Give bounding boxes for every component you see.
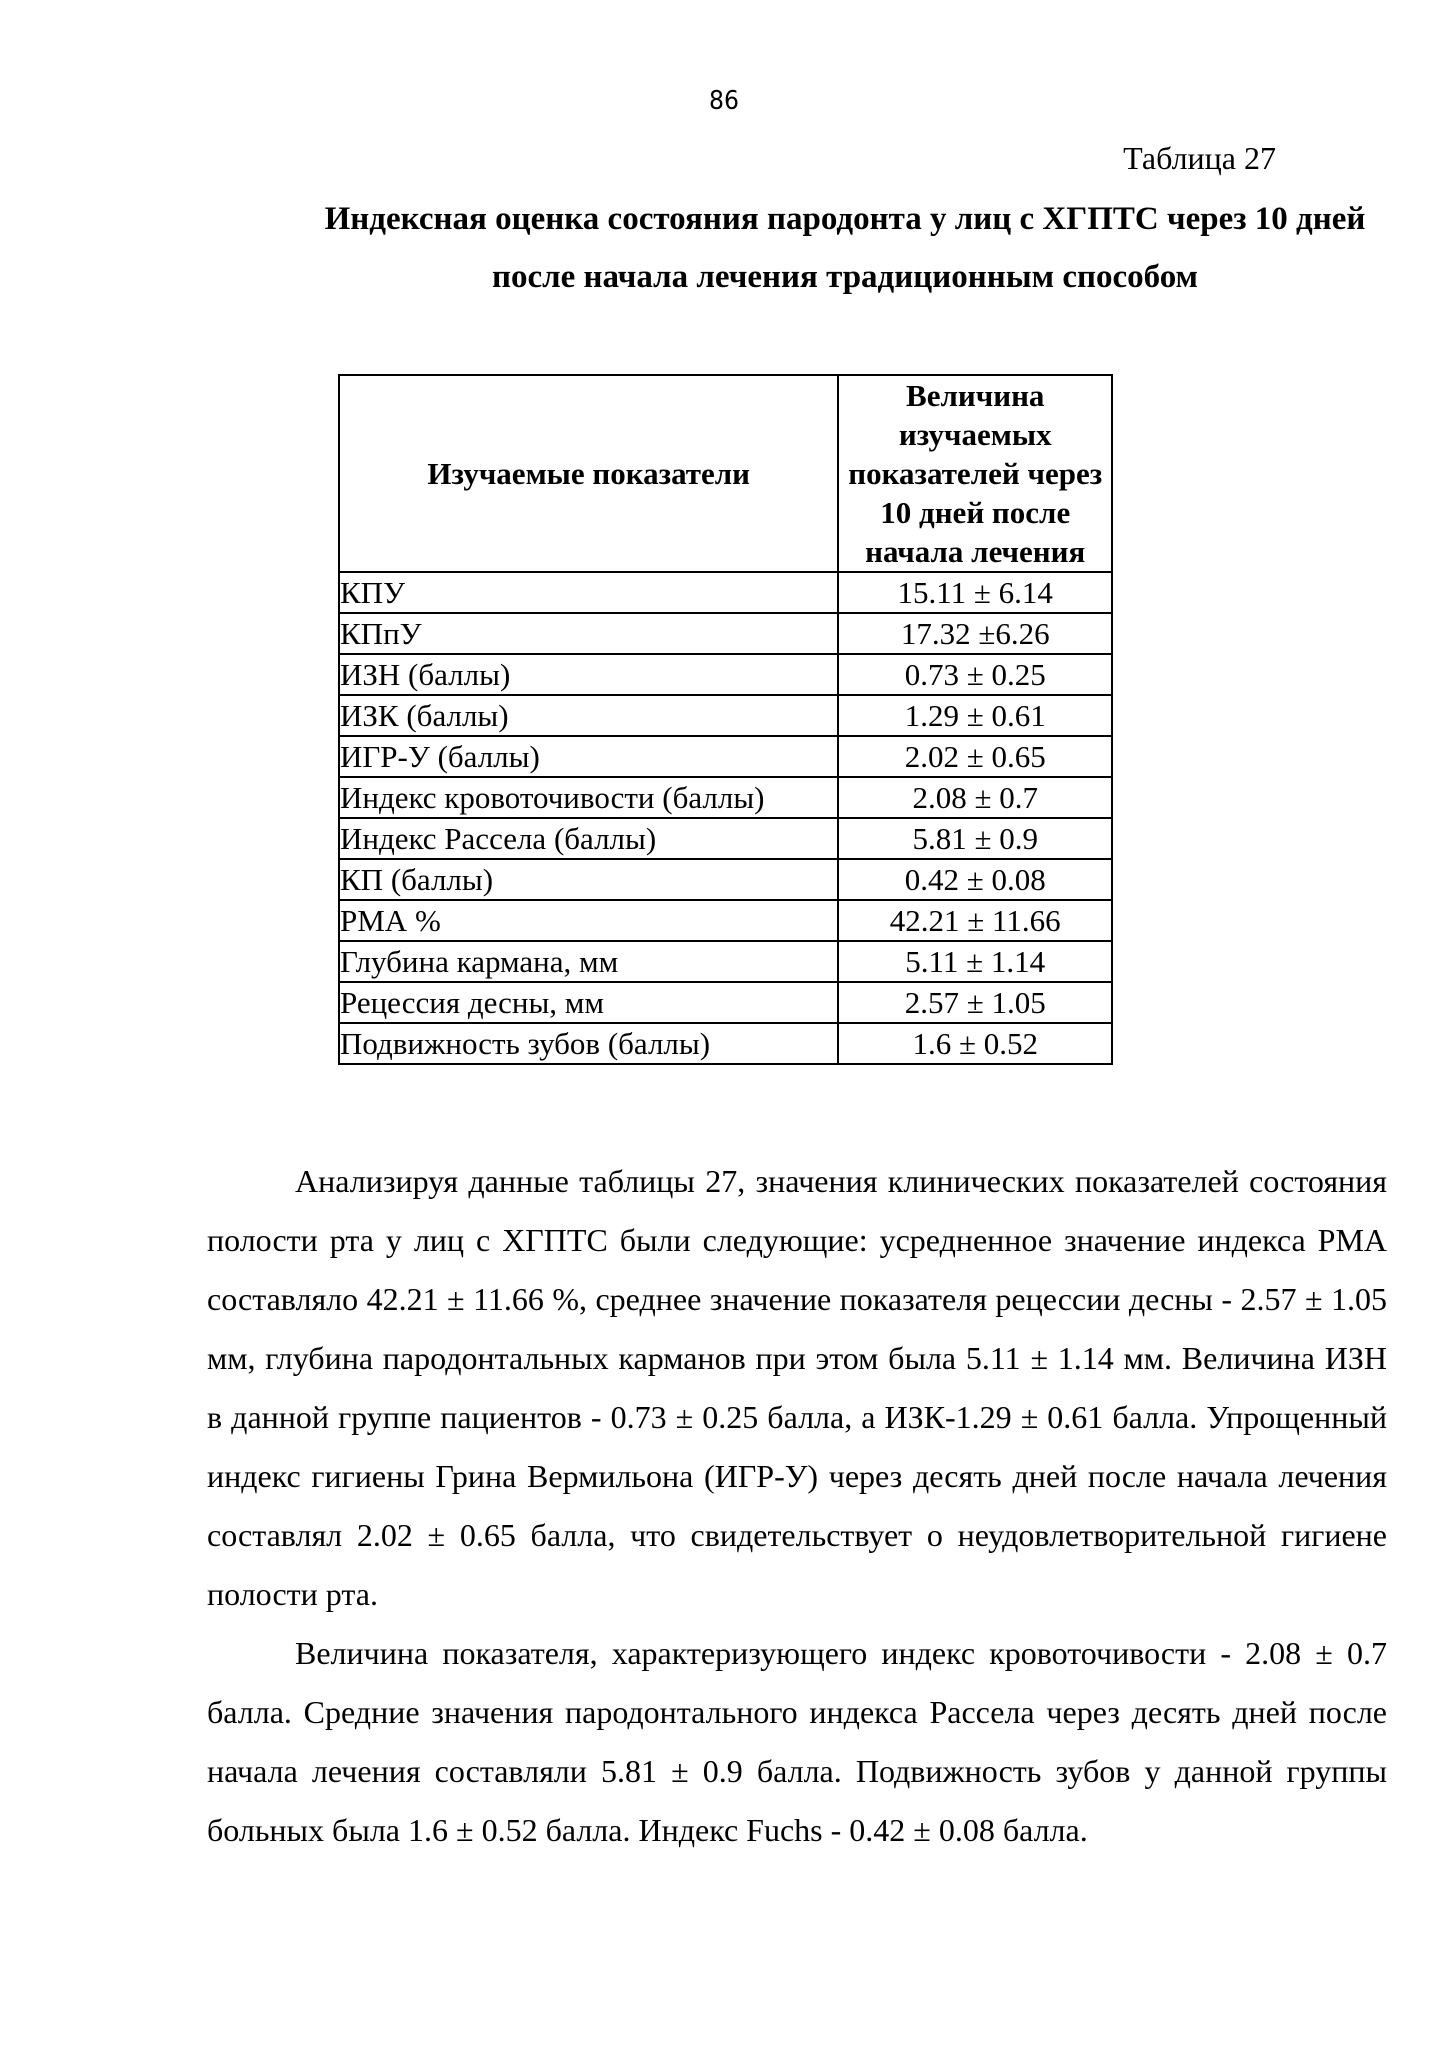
row-indicator: Индекс Рассела (баллы) bbox=[339, 818, 838, 859]
table-row bbox=[339, 900, 1112, 941]
row-indicator: ИЗК (баллы) bbox=[339, 695, 838, 736]
row-value: 2.08 ± 0.7 bbox=[838, 777, 1112, 818]
row-indicator: КПпУ bbox=[339, 613, 838, 654]
header-values: Величина изучаемых показателей через 10 дней после начала лечения bbox=[838, 375, 1112, 572]
row-value: 2.57 ± 1.05 bbox=[838, 982, 1112, 1023]
table-row bbox=[339, 654, 1112, 695]
indicators-table bbox=[338, 374, 1113, 1065]
table-row bbox=[339, 777, 1112, 818]
table-header-row bbox=[339, 375, 1112, 572]
table-title-line-1: Индексная оценка состояния пародонта у лиц с ХГПТС через 10 дней bbox=[324, 201, 1366, 237]
row-value: 5.81 ± 0.9 bbox=[838, 818, 1112, 859]
row-value: 2.02 ± 0.65 bbox=[838, 736, 1112, 777]
row-indicator: Рецессия десны, мм bbox=[339, 982, 838, 1023]
page-number: 86 bbox=[709, 86, 739, 116]
row-value: 15.11 ± 6.14 bbox=[838, 572, 1112, 613]
row-indicator: Глубина кармана, мм bbox=[339, 941, 838, 982]
table-row bbox=[339, 818, 1112, 859]
row-indicator: КП (баллы) bbox=[339, 859, 838, 900]
table-row bbox=[339, 736, 1112, 777]
body-text bbox=[207, 1152, 1387, 1860]
row-indicator: Индекс кровоточивости (баллы) bbox=[339, 777, 838, 818]
row-indicator: ИГР-У (баллы) bbox=[339, 736, 838, 777]
row-indicator: Подвижность зубов (баллы) bbox=[339, 1023, 838, 1064]
paragraph: Величина показателя, характеризующего индекс кровоточивости - 2.08 ± 0.7 балла. Средние значения пародонтального индекса Рассела через десять дней после начала лечения составляли 5.81 ± 0.9 балла. Подвижность зубов у данной группы больных была 1.6 ± 0.52 балла. Индекс Fuchs - 0.42 ± 0.08 балла. bbox=[207, 1635, 1387, 1848]
row-indicator: КПУ bbox=[339, 572, 838, 613]
row-value: 5.11 ± 1.14 bbox=[838, 941, 1112, 982]
row-indicator: ИЗН (баллы) bbox=[339, 654, 838, 695]
table-caption: Таблица 27 bbox=[1123, 140, 1276, 176]
table-title-line-2: после начала лечения традиционным способом bbox=[491, 259, 1199, 295]
header-indicators: Изучаемые показатели bbox=[339, 375, 838, 572]
row-value: 1.6 ± 0.52 bbox=[838, 1023, 1112, 1064]
table-row bbox=[339, 695, 1112, 736]
table-row bbox=[339, 941, 1112, 982]
table-row bbox=[339, 613, 1112, 654]
paragraph: Анализируя данные таблицы 27, значения клинических показателей состояния полости рта у лиц с ХГПТС были следующие: усредненное значение индекса РМА составляло 42.21 ± 11.66 %, среднее значение показателя рецессии десны - 2.57 ± 1.05 мм, глубина пародонтальных карманов при этом была 5.11 ± 1.14 мм. Величина ИЗН в данной группе пациентов - 0.73 ± 0.25 балла, а ИЗК-1.29 ± 0.61 балла. Упрощенный индекс гигиены Грина Вермильона (ИГР-У) через десять дней после начала лечения составлял 2.02 ± 0.65 балла, что свидетельствует о неудовлетворительной гигиене полости рта. bbox=[207, 1163, 1387, 1612]
row-value: 42.21 ± 11.66 bbox=[838, 900, 1112, 941]
table-row bbox=[339, 982, 1112, 1023]
table-row bbox=[339, 1023, 1112, 1064]
row-value: 0.42 ± 0.08 bbox=[838, 859, 1112, 900]
row-value: 17.32 ±6.26 bbox=[838, 613, 1112, 654]
row-indicator: РМА % bbox=[339, 900, 838, 941]
row-value: 1.29 ± 0.61 bbox=[838, 695, 1112, 736]
table-row bbox=[339, 859, 1112, 900]
table-title bbox=[290, 190, 1400, 306]
table-row bbox=[339, 572, 1112, 613]
row-value: 0.73 ± 0.25 bbox=[838, 654, 1112, 695]
